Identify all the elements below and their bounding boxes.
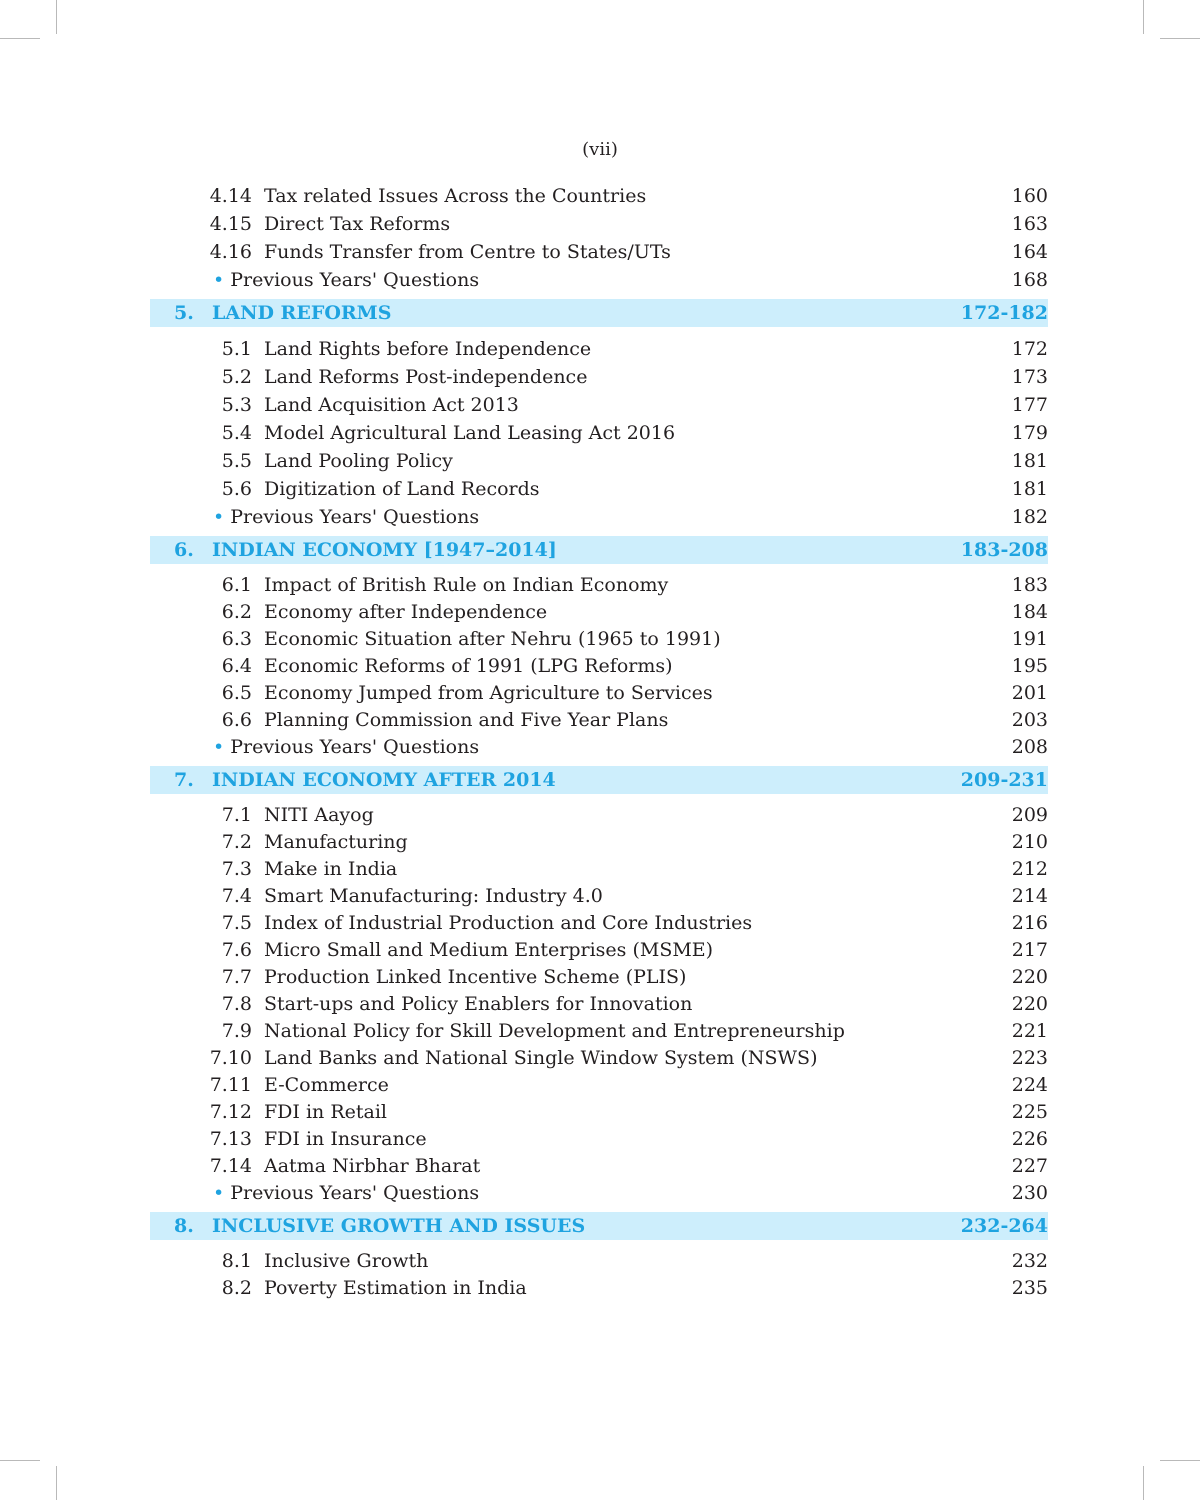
section-number: 5.5 <box>221 450 252 472</box>
section-page: 226 <box>1011 1128 1048 1150</box>
section-title: Land Pooling Policy <box>264 450 453 472</box>
section-title: FDI in Retail <box>264 1101 387 1123</box>
section-number: 7.3 <box>221 858 252 880</box>
section-page: 209 <box>1011 804 1048 826</box>
section-number: 6.4 <box>221 655 252 677</box>
previous-questions-entry[interactable] <box>150 266 1048 294</box>
section-number: 8.1 <box>221 1250 252 1272</box>
section-page: 232 <box>1011 1250 1048 1272</box>
toc-entry[interactable] <box>150 599 1048 626</box>
section-title: Economy Jumped from Agriculture to Services <box>264 682 713 704</box>
section-page: 214 <box>1011 885 1048 907</box>
previous-questions-entry[interactable] <box>150 503 1048 531</box>
chapter-page-range: 209-231 <box>960 769 1048 791</box>
chapter-heading[interactable] <box>150 766 1048 794</box>
section-page: 173 <box>1011 366 1048 388</box>
previous-questions-title: • Previous Years' Questions <box>213 736 480 758</box>
section-page: 160 <box>1011 185 1048 207</box>
section-title: Index of Industrial Production and Core Industries <box>264 912 753 934</box>
chapter-page-range: 172-182 <box>960 302 1048 324</box>
section-title: Aatma Nirbhar Bharat <box>264 1155 481 1177</box>
section-page: 221 <box>1011 1020 1048 1042</box>
section-page: 210 <box>1011 831 1048 853</box>
bullet-icon: • <box>213 506 225 528</box>
chapter-heading[interactable] <box>150 299 1048 327</box>
section-title: Economic Reforms of 1991 (LPG Reforms) <box>264 655 673 677</box>
section-number: 7.14 <box>209 1155 252 1177</box>
section-page: 203 <box>1011 709 1048 731</box>
crop-mark-bottom-left-horizontal <box>0 1460 40 1461</box>
toc-entry[interactable] <box>150 829 1048 856</box>
previous-questions-title: • Previous Years' Questions <box>213 269 480 291</box>
toc-entry[interactable] <box>150 419 1048 447</box>
section-number: 4.14 <box>209 185 252 207</box>
crop-mark-bottom-right-vertical <box>1143 1466 1144 1500</box>
toc-entry[interactable] <box>150 1045 1048 1072</box>
toc-entry[interactable] <box>150 1126 1048 1153</box>
toc-entry[interactable] <box>150 856 1048 883</box>
section-page: 220 <box>1011 966 1048 988</box>
section-page: 195 <box>1011 655 1048 677</box>
previous-questions-page: 182 <box>1011 506 1048 528</box>
section-number: 7.13 <box>209 1128 252 1150</box>
section-number: 7.7 <box>221 966 252 988</box>
toc-entry[interactable] <box>150 910 1048 937</box>
toc-entry[interactable] <box>150 937 1048 964</box>
chapter-number: 8. <box>174 1215 194 1237</box>
section-number: 6.5 <box>221 682 252 704</box>
toc-entry[interactable] <box>150 210 1048 238</box>
section-title: Land Banks and National Single Window System (NSWS) <box>264 1047 818 1069</box>
previous-questions-page: 230 <box>1011 1182 1048 1204</box>
section-page: 164 <box>1011 241 1048 263</box>
section-number: 5.3 <box>221 394 252 416</box>
section-page: 220 <box>1011 993 1048 1015</box>
chapter-heading[interactable] <box>150 536 1048 564</box>
section-title: Micro Small and Medium Enterprises (MSME) <box>264 939 714 961</box>
toc-entry[interactable] <box>150 1248 1048 1275</box>
bullet-icon: • <box>213 1182 225 1204</box>
section-page: 223 <box>1011 1047 1048 1069</box>
previous-questions-entry[interactable] <box>150 734 1048 761</box>
section-page: 181 <box>1011 450 1048 472</box>
section-page: 183 <box>1011 574 1048 596</box>
section-title: Inclusive Growth <box>264 1250 429 1272</box>
previous-questions-page: 168 <box>1011 269 1048 291</box>
section-page: 191 <box>1011 628 1048 650</box>
section-page: 201 <box>1011 682 1048 704</box>
chapter-title: INCLUSIVE GROWTH AND ISSUES <box>212 1215 586 1237</box>
section-number: 6.6 <box>221 709 252 731</box>
chapter-heading[interactable] <box>150 1212 1048 1240</box>
section-title: Land Acquisition Act 2013 <box>264 394 519 416</box>
toc-entry[interactable] <box>150 182 1048 210</box>
section-number: 7.12 <box>209 1101 252 1123</box>
previous-questions-title: • Previous Years' Questions <box>213 1182 480 1204</box>
section-title: Direct Tax Reforms <box>264 213 451 235</box>
crop-mark-bottom-right-horizontal <box>1160 1460 1200 1461</box>
table-of-contents <box>150 182 1048 1302</box>
section-number: 5.2 <box>221 366 252 388</box>
section-page: 235 <box>1011 1277 1048 1299</box>
previous-questions-title: • Previous Years' Questions <box>213 506 480 528</box>
section-number: 7.4 <box>221 885 252 907</box>
bullet-icon: • <box>213 736 225 758</box>
bullet-icon: • <box>213 269 225 291</box>
toc-entry[interactable] <box>150 447 1048 475</box>
chapter-title: INDIAN ECONOMY AFTER 2014 <box>212 769 556 791</box>
section-title: Digitization of Land Records <box>264 478 540 500</box>
toc-entry[interactable] <box>150 964 1048 991</box>
section-title: Economic Situation after Nehru (1965 to 1991) <box>264 628 721 650</box>
section-number: 5.1 <box>221 338 252 360</box>
crop-mark-top-right-vertical <box>1143 0 1144 34</box>
section-number: 6.3 <box>221 628 252 650</box>
toc-entry[interactable] <box>150 335 1048 363</box>
toc-entry[interactable] <box>150 363 1048 391</box>
section-number: 6.1 <box>221 574 252 596</box>
section-page: 212 <box>1011 858 1048 880</box>
section-title: Manufacturing <box>264 831 408 853</box>
section-title: Start-ups and Policy Enablers for Innovation <box>264 993 693 1015</box>
section-page: 163 <box>1011 213 1048 235</box>
toc-entry[interactable] <box>150 1153 1048 1180</box>
chapter-title: INDIAN ECONOMY [1947–2014] <box>212 539 557 561</box>
section-page: 216 <box>1011 912 1048 934</box>
section-page: 181 <box>1011 478 1048 500</box>
toc-entry[interactable] <box>150 391 1048 419</box>
toc-entry[interactable] <box>150 572 1048 599</box>
section-number: 5.6 <box>221 478 252 500</box>
section-title: Funds Transfer from Centre to States/UTs <box>264 241 671 263</box>
section-number: 4.16 <box>209 241 252 263</box>
section-title: Land Rights before Independence <box>264 338 592 360</box>
section-page: 184 <box>1011 601 1048 623</box>
section-title: Land Reforms Post-independence <box>264 366 588 388</box>
chapter-number: 5. <box>174 302 194 324</box>
section-title: Make in India <box>264 858 398 880</box>
previous-questions-entry[interactable] <box>150 1180 1048 1207</box>
previous-questions-page: 208 <box>1011 736 1048 758</box>
section-number: 7.8 <box>221 993 252 1015</box>
section-page: 179 <box>1011 422 1048 444</box>
chapter-page-range: 232-264 <box>960 1215 1048 1237</box>
section-number: 7.11 <box>209 1074 252 1096</box>
toc-entry[interactable] <box>150 1099 1048 1126</box>
chapter-page-range: 183-208 <box>960 539 1048 561</box>
section-title: Economy after Independence <box>264 601 548 623</box>
section-title: Smart Manufacturing: Industry 4.0 <box>264 885 603 907</box>
section-title: Poverty Estimation in India <box>264 1277 527 1299</box>
crop-mark-bottom-left-vertical <box>56 1466 57 1500</box>
section-number: 7.9 <box>221 1020 252 1042</box>
section-number: 7.5 <box>221 912 252 934</box>
chapter-number: 7. <box>174 769 194 791</box>
toc-entry[interactable] <box>150 883 1048 910</box>
toc-entry[interactable] <box>150 707 1048 734</box>
toc-entry[interactable] <box>150 1018 1048 1045</box>
section-page: 227 <box>1011 1155 1048 1177</box>
chapter-title: LAND REFORMS <box>212 302 392 324</box>
crop-mark-top-left-horizontal <box>0 38 40 39</box>
section-title: Impact of British Rule on Indian Economy <box>264 574 669 596</box>
section-page: 177 <box>1011 394 1048 416</box>
section-title: E-Commerce <box>264 1074 389 1096</box>
section-title: Planning Commission and Five Year Plans <box>264 709 669 731</box>
section-title: FDI in Insurance <box>264 1128 427 1150</box>
section-number: 7.2 <box>221 831 252 853</box>
toc-entry[interactable] <box>150 626 1048 653</box>
section-number: 7.10 <box>209 1047 252 1069</box>
section-page: 224 <box>1011 1074 1048 1096</box>
section-page: 217 <box>1011 939 1048 961</box>
section-title: Production Linked Incentive Scheme (PLIS) <box>264 966 687 988</box>
crop-mark-top-left-vertical <box>56 0 57 34</box>
crop-mark-top-right-horizontal <box>1160 38 1200 39</box>
section-number: 4.15 <box>209 213 252 235</box>
section-title: Model Agricultural Land Leasing Act 2016 <box>264 422 676 444</box>
toc-entry[interactable] <box>150 475 1048 503</box>
toc-entry[interactable] <box>150 653 1048 680</box>
chapter-number: 6. <box>174 539 194 561</box>
toc-entry[interactable] <box>150 680 1048 707</box>
toc-entry[interactable] <box>150 991 1048 1018</box>
section-page: 225 <box>1011 1101 1048 1123</box>
toc-entry[interactable] <box>150 802 1048 829</box>
section-number: 7.6 <box>221 939 252 961</box>
section-title: NITI Aayog <box>264 804 374 826</box>
section-title: National Policy for Skill Development and Entrepreneurship <box>264 1020 845 1042</box>
toc-entry[interactable] <box>150 1275 1048 1302</box>
section-number: 8.2 <box>221 1277 252 1299</box>
toc-entry[interactable] <box>150 1072 1048 1099</box>
section-number: 5.4 <box>221 422 252 444</box>
page-number: (vii) <box>582 139 618 160</box>
section-number: 6.2 <box>221 601 252 623</box>
section-page: 172 <box>1011 338 1048 360</box>
section-title: Tax related Issues Across the Countries <box>264 185 647 207</box>
section-number: 7.1 <box>221 804 252 826</box>
toc-entry[interactable] <box>150 238 1048 266</box>
